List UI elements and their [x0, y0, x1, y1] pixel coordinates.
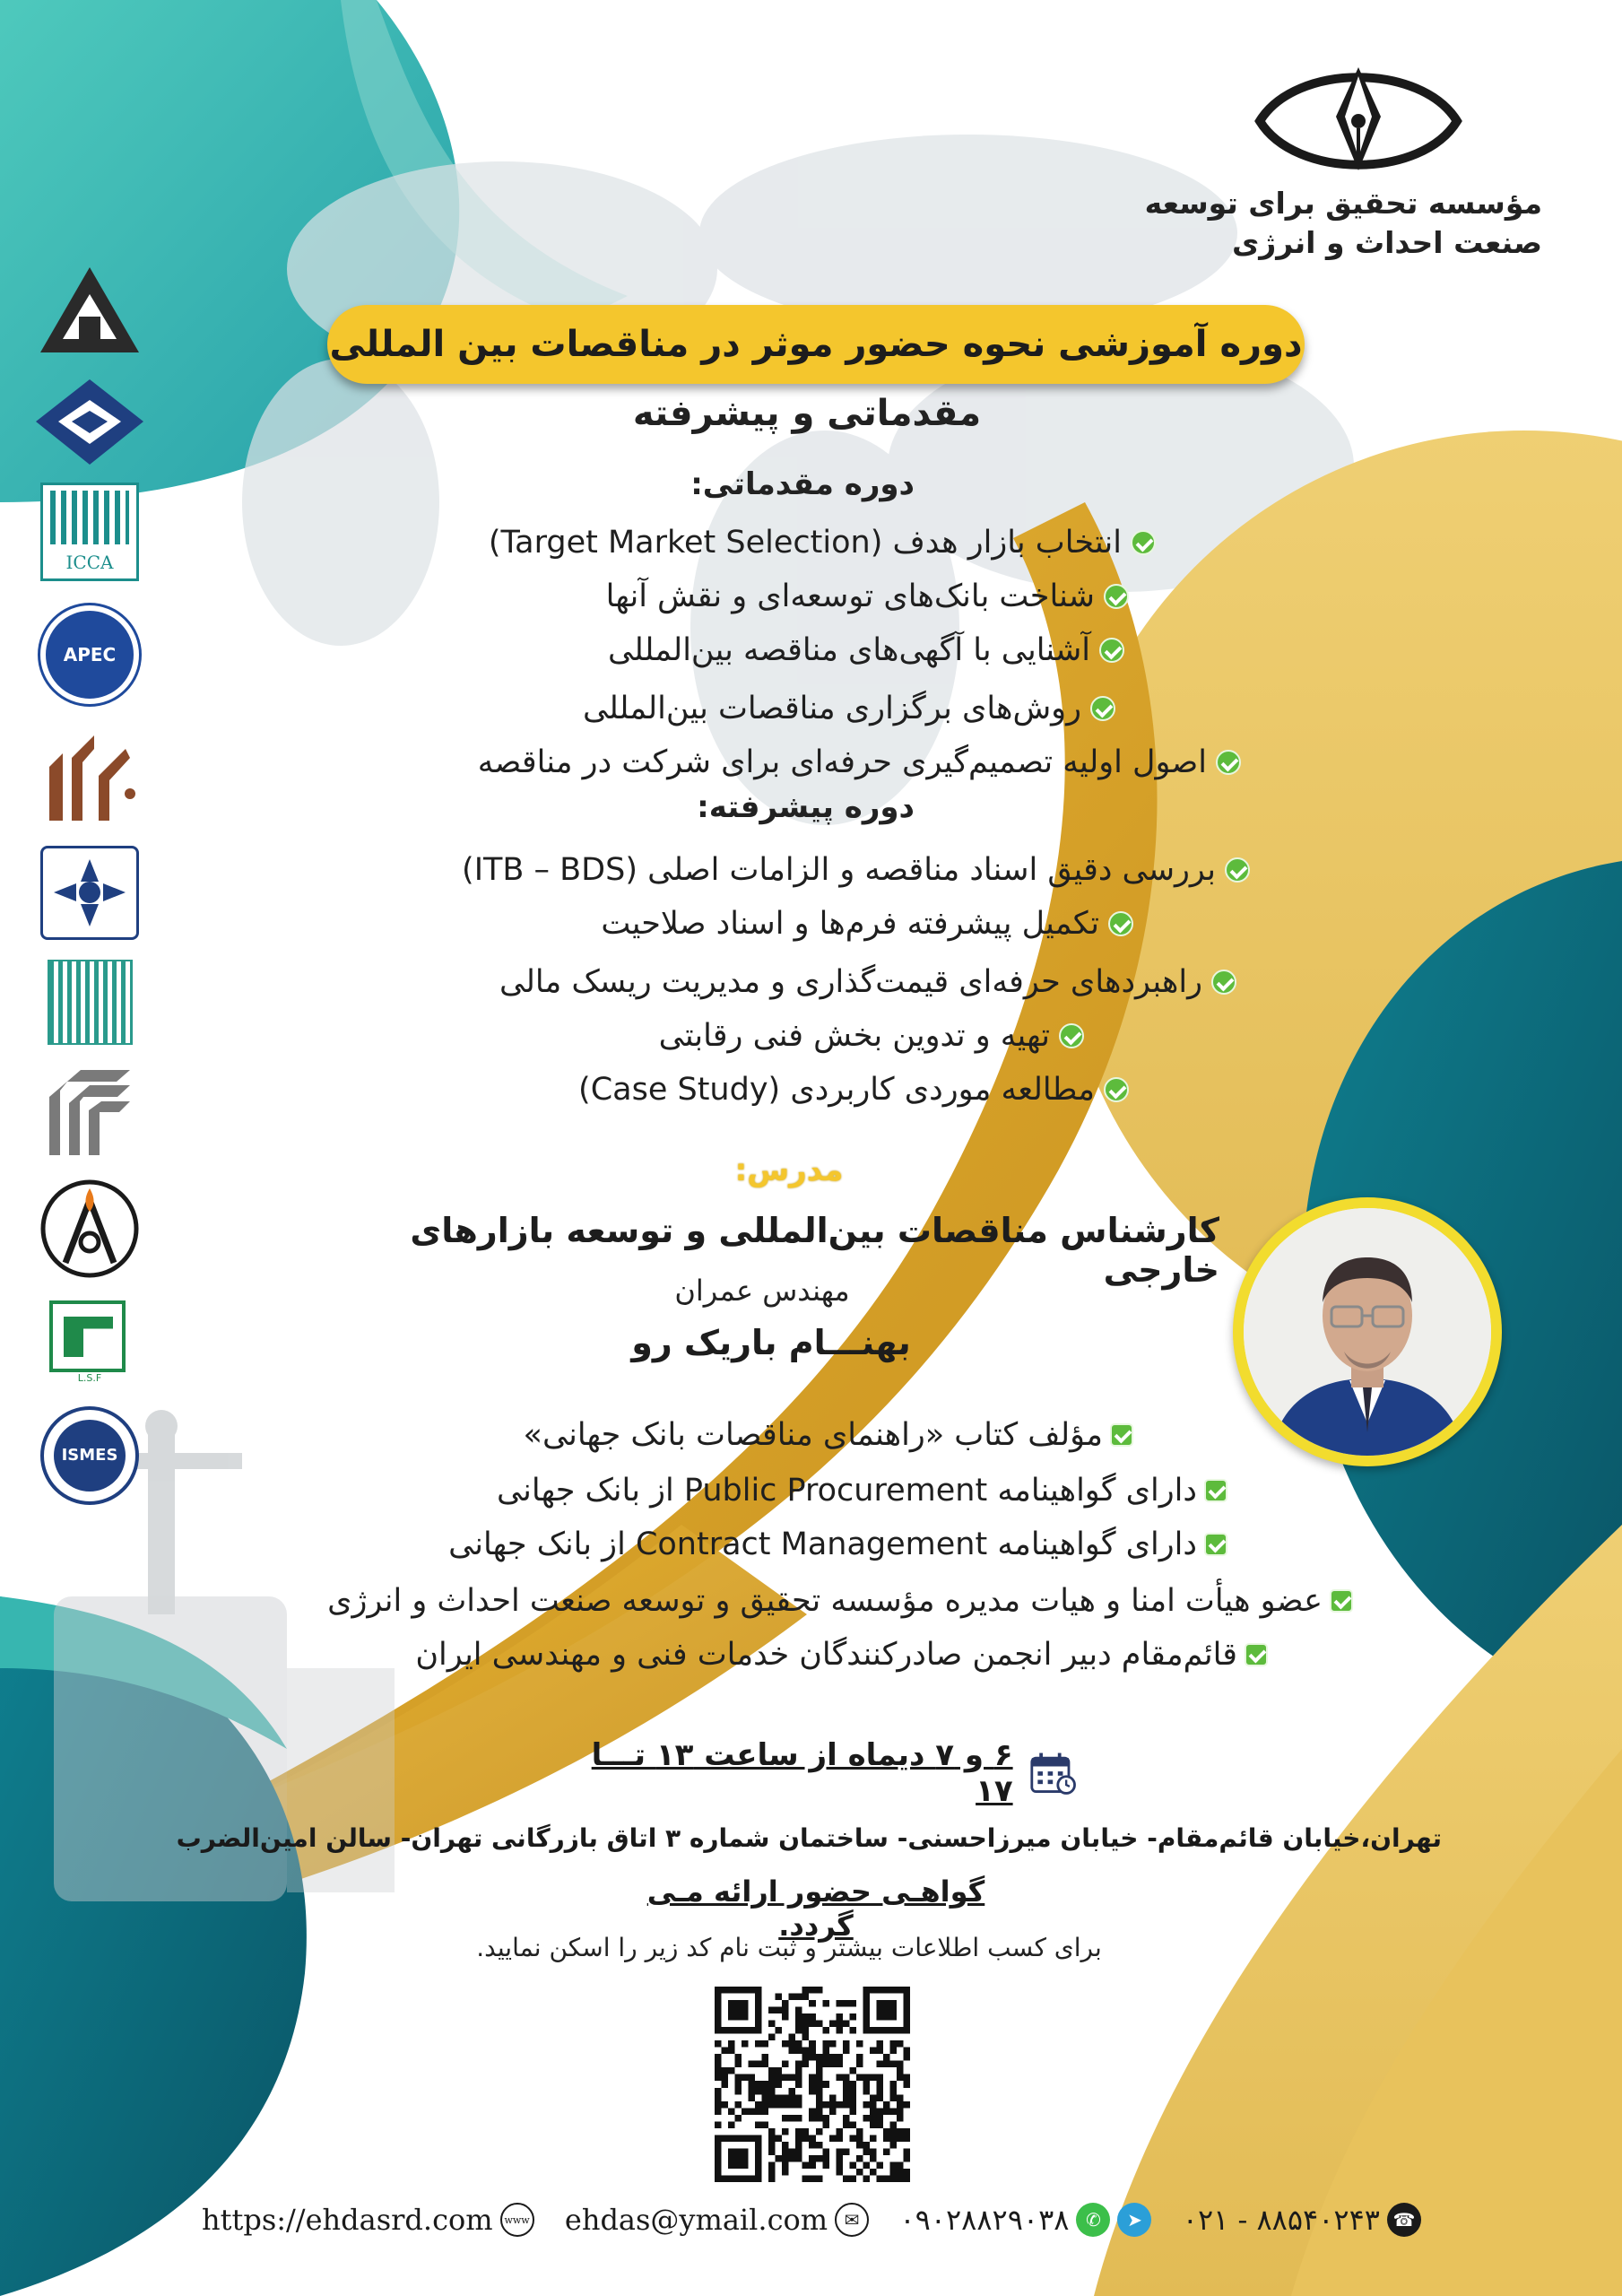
org-name — [1121, 184, 1542, 263]
course-item — [659, 1018, 1084, 1054]
event-date: ۶ و ۷ دیماه از ساعت ۱۳ تـــا ۱۷ — [591, 1737, 1013, 1809]
whatsapp-icon: ✆ — [1076, 2203, 1110, 2237]
credential-text: عضو هیأت امنا و هیات مدیره مؤسسه تحقیق و توسعه صنعت احداث و انرژی — [327, 1583, 1323, 1619]
email-link[interactable] — [565, 2203, 869, 2237]
globe-icon: www — [500, 2203, 534, 2237]
diamond-emblem-icon — [31, 375, 148, 469]
check-icon — [1099, 638, 1124, 663]
basic-course-heading: دوره مقدماتی: — [690, 466, 915, 502]
course-item — [489, 525, 1156, 561]
event-address-row — [176, 1816, 1453, 1859]
org-logo — [1251, 49, 1466, 193]
check-icon — [1245, 1643, 1268, 1666]
course-item-text: راهبردهای حرفه‌ای قیمت‌گذاری و مدیریت ریسک مالی — [499, 964, 1202, 1000]
credential-item — [327, 1583, 1353, 1619]
credential-text-2: قائم‌مقام دبیر انجمن صادرکنندگان خدمات فنی و مهندسی ایران — [415, 1637, 1237, 1673]
course-item-text: انتخاب بازار هدف (Target Market Selection) — [488, 525, 1122, 561]
course-item — [583, 691, 1115, 726]
partner-logo-2 — [31, 372, 148, 471]
partner-logo-6 — [31, 843, 148, 942]
check-icon — [1225, 857, 1250, 883]
partner-logo-1 — [31, 260, 148, 368]
check-icon — [1216, 750, 1241, 775]
partner-logo-icca — [31, 480, 148, 583]
email-text: ehdas@ymail.com — [564, 2203, 828, 2237]
course-item-text: شناخت بانک‌های توسعه‌ای و نقش آنها — [605, 578, 1095, 614]
course-item-text: تهیه و تدوین بخش فنی رقابتی — [658, 1018, 1050, 1054]
course-item — [601, 906, 1133, 942]
course-item — [578, 1072, 1129, 1108]
instructor-degree: مهندس عمران — [674, 1274, 850, 1308]
check-icon — [1131, 530, 1156, 555]
phone-contact[interactable] — [1183, 2203, 1421, 2237]
partner-emblem-icon — [36, 263, 143, 366]
check-icon — [1108, 911, 1133, 936]
partner-logo-apec — [31, 605, 148, 704]
lsf-label: L.S.F — [77, 1372, 102, 1384]
title-banner — [327, 305, 1305, 384]
scan-note: برای کسب اطلاعات بیشتر و ثبت نام کد زیر را اسکن نمایید. — [476, 1933, 1102, 1962]
event-date-row — [574, 1737, 1076, 1809]
phone-text: ۰۲۱ - ۸۸۵۴۰۲۴۳ — [1182, 2203, 1380, 2237]
course-item — [608, 632, 1124, 668]
ismes-label: ISMES — [61, 1446, 118, 1465]
eye-pen-logo-icon — [1251, 49, 1466, 193]
course-item — [478, 744, 1241, 780]
certificate-note: گواهـی حضور ارائه مـی گردد. — [646, 1874, 985, 1943]
course-item-text: روش‌های برگزاری مناقصات بین‌المللی — [582, 691, 1081, 726]
page-subtitle: مقدماتی و پیشرفته — [632, 393, 982, 434]
check-icon — [1204, 1533, 1227, 1556]
partner-logo-ismes — [31, 1404, 148, 1507]
credential-text: مؤلف کتاب «راهنمای مناقصات بانک جهانی» — [523, 1417, 1103, 1453]
check-icon — [1090, 696, 1115, 721]
credential-text: دارای گواهینامه Contract Management از بانک جهانی — [448, 1526, 1197, 1562]
mobile-contact[interactable] — [899, 2203, 1151, 2237]
bars-emblem-icon — [36, 722, 143, 830]
partner-logo-8 — [31, 1063, 148, 1161]
flame-emblem-icon — [39, 1178, 142, 1281]
credential-text: دارای گواهینامه Public Procurement از بانک جهانی — [497, 1473, 1197, 1509]
event-address: تهران،خیابان قائم‌مقام- خیابان میرزاحسنی- ساختمان شماره ۳ اتاق بازرگانی تهران- سالن امین‌الضرب — [176, 1822, 1442, 1853]
check-icon — [1330, 1589, 1353, 1613]
credential-item — [497, 1473, 1227, 1509]
instructor-name: بهنـــام باریک رو — [631, 1323, 911, 1362]
stripes-emblem-icon — [40, 1065, 139, 1160]
check-icon — [1104, 584, 1129, 609]
course-item-text: تکمیل پیشرفته فرم‌ها و اسناد صلاحیت — [601, 906, 1099, 942]
qr-code-icon — [715, 1987, 910, 2182]
org-name-line1: مؤسسه تحقیق برای توسعه — [1144, 186, 1542, 221]
course-item — [462, 852, 1250, 888]
contact-footer — [202, 2193, 1421, 2247]
course-item-text: آشنایی با آگهی‌های مناقصه بین‌المللی — [607, 632, 1090, 668]
flower-emblem-icon — [49, 855, 130, 931]
credential-item — [524, 1417, 1133, 1453]
email-icon: ✉ — [835, 2203, 869, 2237]
partner-logo-lsf — [31, 1296, 148, 1395]
partner-logo-5 — [31, 722, 148, 830]
instructor-heading: مدرس: — [734, 1152, 844, 1188]
advanced-course-heading: دوره پیشرفته: — [697, 789, 915, 825]
check-icon — [1211, 970, 1236, 995]
course-item — [606, 578, 1129, 614]
partner-logo-7 — [31, 955, 148, 1049]
apec-label: APEC — [63, 644, 117, 665]
mobile-text: ۰۹۰۲۸۸۲۹۰۳۸ — [899, 2203, 1070, 2237]
check-icon — [1104, 1077, 1129, 1102]
course-item-text: مطالعه موردی کاربردی (Case Study) — [578, 1072, 1095, 1108]
calendar-icon — [1029, 1750, 1076, 1796]
person-icon — [1244, 1208, 1491, 1456]
website-link[interactable] — [202, 2203, 534, 2237]
check-icon — [1059, 1023, 1084, 1048]
credential-item — [448, 1526, 1227, 1562]
course-item — [499, 964, 1236, 1000]
org-name-line2: صنعت احداث و انرژی — [1231, 225, 1542, 260]
website-text: https://ehdasrd.com — [202, 2203, 493, 2237]
credential-item — [415, 1637, 1268, 1673]
registration-qr-code[interactable] — [715, 1987, 910, 2182]
check-icon — [1204, 1479, 1227, 1502]
page-title: دوره آموزشی نحوه حضور موثر در مناقصات بین المللی — [329, 324, 1303, 365]
instructor-title: کارشناس مناقصات بین‌المللی و توسعه بازارهای خارجی — [410, 1211, 1219, 1290]
check-icon — [1110, 1423, 1133, 1447]
telegram-icon: ➤ — [1117, 2203, 1151, 2237]
icca-label: ICCA — [65, 551, 114, 573]
course-item-text: بررسی دقیق اسناد مناقصه و الزامات اصلی (ITB – BDS) — [462, 852, 1216, 888]
course-item-text: اصول اولیه تصمیم‌گیری حرفه‌ای برای شرکت در مناقصه — [477, 744, 1207, 780]
instructor-photo — [1233, 1197, 1502, 1466]
phone-icon: ☎ — [1387, 2203, 1421, 2237]
partner-logo-9 — [31, 1175, 148, 1283]
